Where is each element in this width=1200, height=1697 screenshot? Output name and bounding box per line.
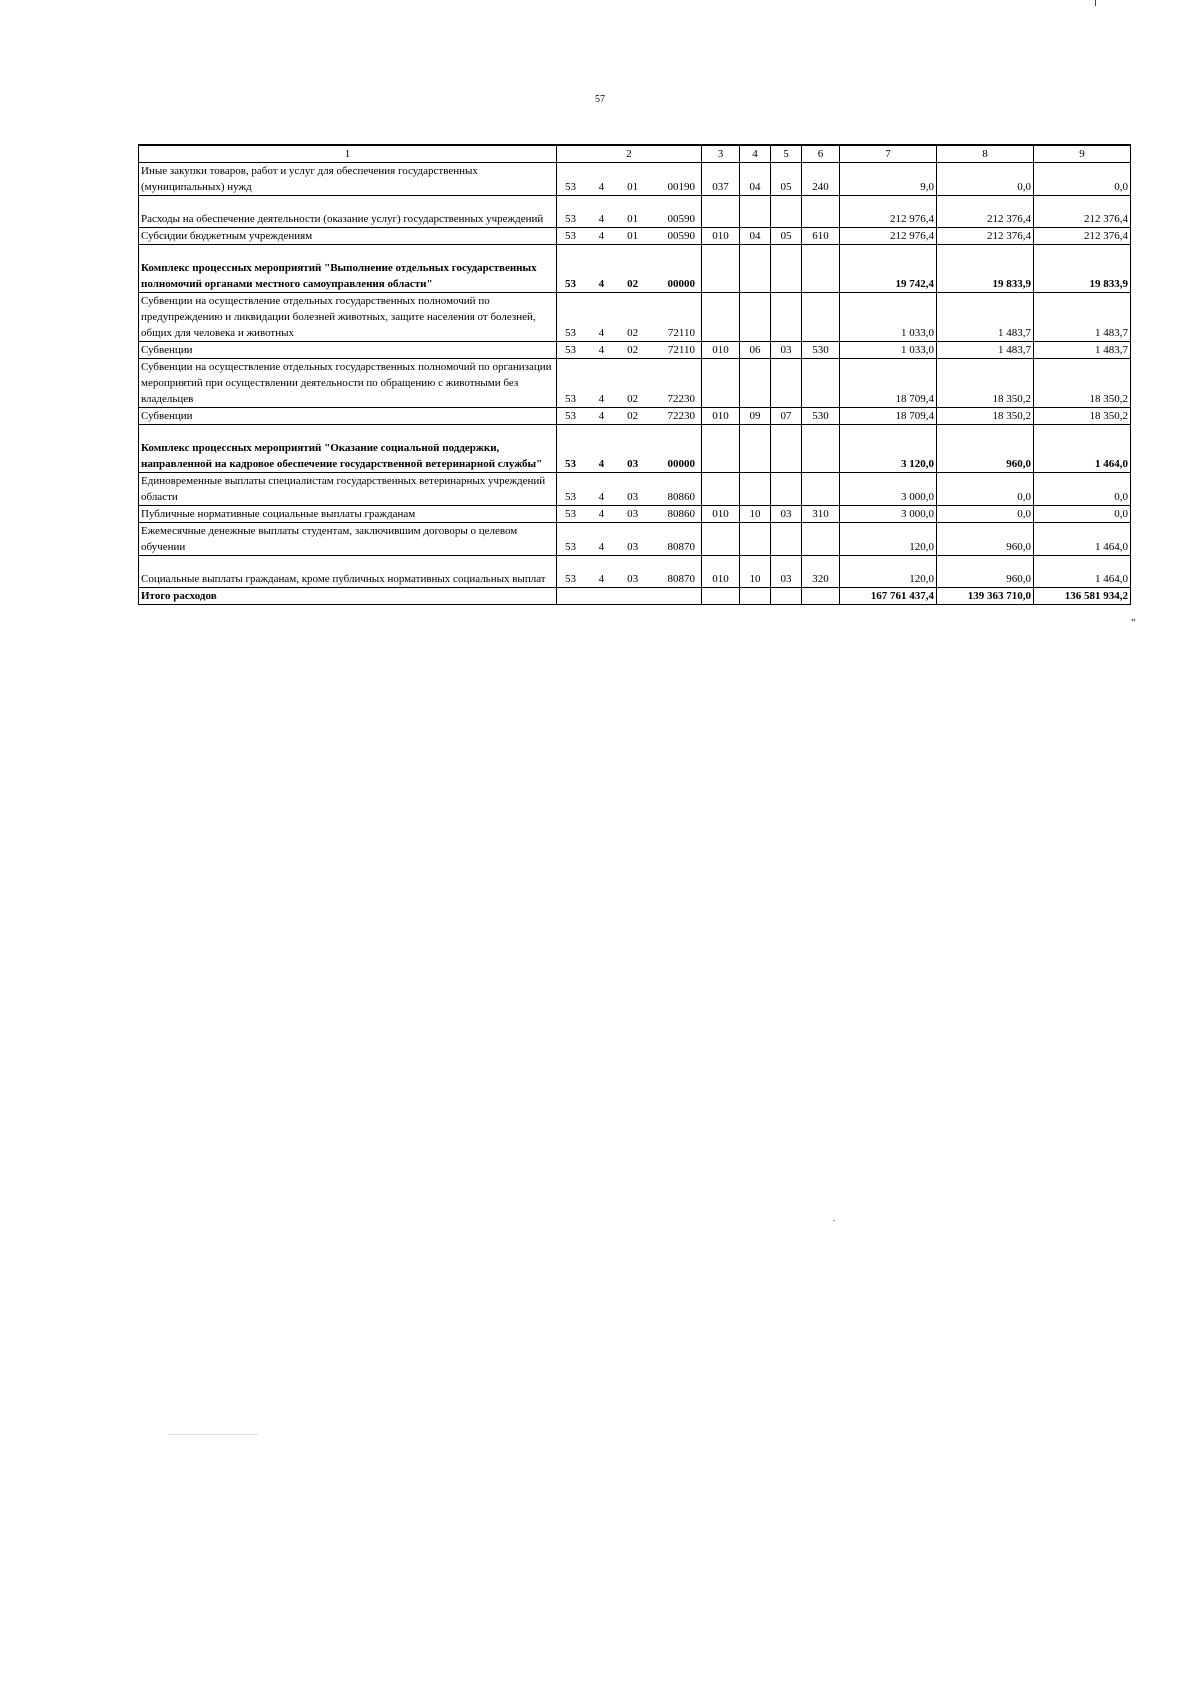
amount-cell-c9: 0,0 xyxy=(1034,163,1131,196)
code-cell-c5 xyxy=(771,359,802,408)
header-cell: 6 xyxy=(802,145,840,163)
code-cell-c4 xyxy=(740,245,771,293)
empty-cell xyxy=(740,588,771,605)
table-row xyxy=(139,359,1131,408)
code-part: 03 xyxy=(627,491,639,503)
code-part: 80870 xyxy=(667,541,695,553)
code-part: 72110 xyxy=(667,344,695,356)
code-part: 53 xyxy=(565,491,576,503)
code-part: 02 xyxy=(627,327,639,339)
code-cell-c6: 530 xyxy=(802,408,840,425)
target-article-code xyxy=(557,425,702,473)
amount-cell-c8: 19 833,9 xyxy=(937,245,1034,293)
code-cell-c6 xyxy=(802,245,840,293)
code-cell-c5 xyxy=(771,245,802,293)
amount-cell-c7: 3 120,0 xyxy=(840,425,937,473)
amount-cell-c7: 18 709,4 xyxy=(840,408,937,425)
amount-cell-c8: 960,0 xyxy=(937,425,1034,473)
code-cell-c3 xyxy=(702,196,740,228)
table-row xyxy=(139,342,1131,359)
row-name: Субвенции xyxy=(139,342,557,359)
empty-cell xyxy=(702,588,740,605)
amount-cell-c7: 212 976,4 xyxy=(840,228,937,245)
target-article-code xyxy=(557,473,702,506)
row-name: Расходы на обеспечение деятельности (оказание услуг) государственных учреждений xyxy=(139,196,557,228)
code-part: 53 xyxy=(565,230,576,242)
code-part: 03 xyxy=(627,508,639,520)
header-cell: 3 xyxy=(702,145,740,163)
code-part: 03 xyxy=(627,541,639,553)
code-cell-c3: 010 xyxy=(702,228,740,245)
amount-cell-c8: 960,0 xyxy=(937,556,1034,588)
table-row xyxy=(139,556,1131,588)
amount-cell-c9: 18 350,2 xyxy=(1034,359,1131,408)
amount-cell-c7: 3 000,0 xyxy=(840,506,937,523)
table-row xyxy=(139,293,1131,342)
row-name: Публичные нормативные социальные выплаты гражданам xyxy=(139,506,557,523)
amount-cell-c9: 1 464,0 xyxy=(1034,523,1131,556)
code-cell-c4: 06 xyxy=(740,342,771,359)
total-row xyxy=(139,588,1131,605)
table-body xyxy=(139,145,1131,605)
code-cell-c6: 610 xyxy=(802,228,840,245)
code-cell-c6 xyxy=(802,425,840,473)
target-article-code xyxy=(557,228,702,245)
code-cell-c3 xyxy=(702,473,740,506)
table-row xyxy=(139,245,1131,293)
code-part: 00590 xyxy=(667,230,695,242)
code-cell-c5: 03 xyxy=(771,342,802,359)
code-part: 4 xyxy=(598,458,605,470)
target-article-code xyxy=(557,523,702,556)
header-cell: 7 xyxy=(840,145,937,163)
amount-cell-c9: 18 350,2 xyxy=(1034,408,1131,425)
amount-cell-c9: 1 464,0 xyxy=(1034,556,1131,588)
code-part: 01 xyxy=(627,181,639,193)
amount-cell-c7: 18 709,4 xyxy=(840,359,937,408)
amount-cell-c9: 212 376,4 xyxy=(1034,196,1131,228)
code-part: 02 xyxy=(627,278,639,290)
code-cell-c4: 10 xyxy=(740,506,771,523)
code-cell-c3: 010 xyxy=(702,408,740,425)
amount-cell-c9: 1 483,7 xyxy=(1034,342,1131,359)
code-part: 4 xyxy=(598,393,605,405)
code-cell-c5: 03 xyxy=(771,556,802,588)
table-row xyxy=(139,425,1131,473)
code-cell-c4: 09 xyxy=(740,408,771,425)
row-name: Ежемесячные денежные выплаты студентам, заключившим договоры о целевом обучении xyxy=(139,523,557,556)
code-cell-c3 xyxy=(702,425,740,473)
target-article-code xyxy=(557,293,702,342)
code-cell-c5 xyxy=(771,523,802,556)
code-cell-c6: 320 xyxy=(802,556,840,588)
amount-cell-c8: 18 350,2 xyxy=(937,359,1034,408)
code-cell-c4: 04 xyxy=(740,163,771,196)
code-part: 4 xyxy=(598,508,605,520)
amount-cell-c8: 1 483,7 xyxy=(937,342,1034,359)
code-cell-c6 xyxy=(802,293,840,342)
code-part: 72230 xyxy=(667,410,695,422)
code-part: 4 xyxy=(598,491,605,503)
target-article-code xyxy=(557,506,702,523)
code-cell-c3 xyxy=(702,523,740,556)
code-part: 53 xyxy=(565,410,576,422)
code-cell-c6: 530 xyxy=(802,342,840,359)
code-part: 72230 xyxy=(667,393,695,405)
code-cell-c6 xyxy=(802,473,840,506)
code-part: 53 xyxy=(565,327,576,339)
amount-cell-c9: 1 483,7 xyxy=(1034,293,1131,342)
code-part: 4 xyxy=(598,410,605,422)
table-row xyxy=(139,506,1131,523)
code-part: 4 xyxy=(598,344,605,356)
row-name: Комплекс процессных мероприятий "Выполнение отдельных государственных полномочий органами местного самоуправления области" xyxy=(139,245,557,293)
code-cell-c3 xyxy=(702,359,740,408)
code-part: 4 xyxy=(598,541,605,553)
row-name: Иные закупки товаров, работ и услуг для обеспечения государственных (муниципальных) нужд xyxy=(139,163,557,196)
code-part: 53 xyxy=(565,278,576,290)
target-article-code xyxy=(557,359,702,408)
code-part: 03 xyxy=(627,458,639,470)
trailing-quote: " xyxy=(1131,617,1136,629)
header-cell: 8 xyxy=(937,145,1034,163)
target-article-code xyxy=(557,556,702,588)
amount-cell-c8: 212 376,4 xyxy=(937,196,1034,228)
code-part: 72110 xyxy=(667,327,695,339)
target-article-code xyxy=(557,408,702,425)
code-cell-c5 xyxy=(771,293,802,342)
code-part: 53 xyxy=(565,508,576,520)
empty-cell xyxy=(771,588,802,605)
code-cell-c4 xyxy=(740,359,771,408)
code-part: 53 xyxy=(565,573,576,585)
code-cell-c4: 10 xyxy=(740,556,771,588)
code-part: 53 xyxy=(565,393,576,405)
code-cell-c5: 05 xyxy=(771,228,802,245)
code-cell-c5: 03 xyxy=(771,506,802,523)
target-article-code xyxy=(557,196,702,228)
code-cell-c6 xyxy=(802,359,840,408)
amount-cell-c9: 19 833,9 xyxy=(1034,245,1131,293)
code-cell-c5 xyxy=(771,473,802,506)
code-cell-c3 xyxy=(702,245,740,293)
amount-cell-c8: 18 350,2 xyxy=(937,408,1034,425)
amount-cell-c8: 1 483,7 xyxy=(937,293,1034,342)
code-cell-c6 xyxy=(802,523,840,556)
amount-cell-c9: 1 464,0 xyxy=(1034,425,1131,473)
empty-cell xyxy=(802,588,840,605)
page-number: 57 xyxy=(595,94,605,105)
row-name: Комплекс процессных мероприятий "Оказание социальной поддержки, направленной на кадровое обеспечение государственной ветеринарной службы" xyxy=(139,425,557,473)
code-part: 01 xyxy=(627,230,639,242)
header-cell: 1 xyxy=(139,145,557,163)
row-name: Субвенции xyxy=(139,408,557,425)
code-part: 80870 xyxy=(667,573,695,585)
table-row xyxy=(139,473,1131,506)
row-name: Социальные выплаты гражданам, кроме публичных нормативных социальных выплат xyxy=(139,556,557,588)
code-part: 53 xyxy=(565,344,576,356)
code-cell-c5: 07 xyxy=(771,408,802,425)
corner-mark xyxy=(1095,0,1096,6)
amount-cell-c8: 960,0 xyxy=(937,523,1034,556)
empty-cell xyxy=(557,588,702,605)
code-cell-c3: 010 xyxy=(702,556,740,588)
budget-table xyxy=(138,144,1131,605)
header-cell: 2 xyxy=(557,145,702,163)
code-cell-c4 xyxy=(740,293,771,342)
amount-cell-c9: 212 376,4 xyxy=(1034,228,1131,245)
code-cell-c5 xyxy=(771,425,802,473)
amount-cell-c8: 0,0 xyxy=(937,506,1034,523)
total-amount-c7: 167 761 437,4 xyxy=(840,588,937,605)
code-part: 00190 xyxy=(667,181,695,193)
code-part: 4 xyxy=(598,181,605,193)
table-row xyxy=(139,523,1131,556)
code-part: 01 xyxy=(627,213,639,225)
code-part: 4 xyxy=(598,213,605,225)
row-name: Единовременные выплаты специалистам государственных ветеринарных учреждений области xyxy=(139,473,557,506)
code-part: 53 xyxy=(565,181,576,193)
header-cell: 5 xyxy=(771,145,802,163)
code-cell-c5: 05 xyxy=(771,163,802,196)
amount-cell-c8: 0,0 xyxy=(937,163,1034,196)
code-cell-c6: 310 xyxy=(802,506,840,523)
code-part: 02 xyxy=(627,410,639,422)
code-cell-c3: 010 xyxy=(702,506,740,523)
code-part: 00000 xyxy=(667,278,695,290)
amount-cell-c7: 120,0 xyxy=(840,556,937,588)
amount-cell-c8: 212 376,4 xyxy=(937,228,1034,245)
code-part: 00590 xyxy=(667,213,695,225)
table-row xyxy=(139,228,1131,245)
amount-cell-c7: 1 033,0 xyxy=(840,342,937,359)
amount-cell-c9: 0,0 xyxy=(1034,473,1131,506)
row-name: Субсидии бюджетным учреждениям xyxy=(139,228,557,245)
scan-speck xyxy=(833,1220,835,1221)
header-cell: 4 xyxy=(740,145,771,163)
total-amount-c8: 139 363 710,0 xyxy=(937,588,1034,605)
target-article-code xyxy=(557,163,702,196)
amount-cell-c7: 3 000,0 xyxy=(840,473,937,506)
code-part: 02 xyxy=(627,393,639,405)
amount-cell-c9: 0,0 xyxy=(1034,506,1131,523)
amount-cell-c7: 9,0 xyxy=(840,163,937,196)
table-row xyxy=(139,408,1131,425)
amount-cell-c7: 120,0 xyxy=(840,523,937,556)
code-part: 02 xyxy=(627,344,639,356)
code-cell-c3: 037 xyxy=(702,163,740,196)
code-cell-c4: 04 xyxy=(740,228,771,245)
code-cell-c4 xyxy=(740,425,771,473)
code-part: 53 xyxy=(565,458,576,470)
code-part: 80860 xyxy=(667,491,695,503)
row-name: Субвенции на осуществление отдельных государственных полномочий по организации мероприятий при осуществлении деятельности по обращению с животными без владельцев xyxy=(139,359,557,408)
total-label: Итого расходов xyxy=(139,588,557,605)
amount-cell-c7: 19 742,4 xyxy=(840,245,937,293)
row-name: Субвенции на осуществление отдельных государственных полномочий по предупреждению и ликвидации болезней животных, защите населения от болезней, общих для человека и животных xyxy=(139,293,557,342)
code-cell-c3 xyxy=(702,293,740,342)
code-part: 53 xyxy=(565,541,576,553)
code-cell-c4 xyxy=(740,523,771,556)
code-part: 4 xyxy=(598,230,605,242)
code-part: 4 xyxy=(598,327,605,339)
code-part: 03 xyxy=(627,573,639,585)
table-row xyxy=(139,163,1131,196)
code-part: 53 xyxy=(565,213,576,225)
table-row xyxy=(139,196,1131,228)
code-cell-c5 xyxy=(771,196,802,228)
scan-speck xyxy=(168,1434,258,1435)
amount-cell-c8: 0,0 xyxy=(937,473,1034,506)
table-header-row xyxy=(139,145,1131,163)
code-part: 00000 xyxy=(667,458,695,470)
code-cell-c6 xyxy=(802,196,840,228)
target-article-code xyxy=(557,342,702,359)
code-cell-c4 xyxy=(740,473,771,506)
code-cell-c4 xyxy=(740,196,771,228)
target-article-code xyxy=(557,245,702,293)
total-amount-c9: 136 581 934,2 xyxy=(1034,588,1131,605)
amount-cell-c7: 212 976,4 xyxy=(840,196,937,228)
code-part: 4 xyxy=(598,573,605,585)
amount-cell-c7: 1 033,0 xyxy=(840,293,937,342)
code-part: 4 xyxy=(598,278,605,290)
header-cell: 9 xyxy=(1034,145,1131,163)
code-cell-c3: 010 xyxy=(702,342,740,359)
code-part: 80860 xyxy=(667,508,695,520)
code-cell-c6: 240 xyxy=(802,163,840,196)
